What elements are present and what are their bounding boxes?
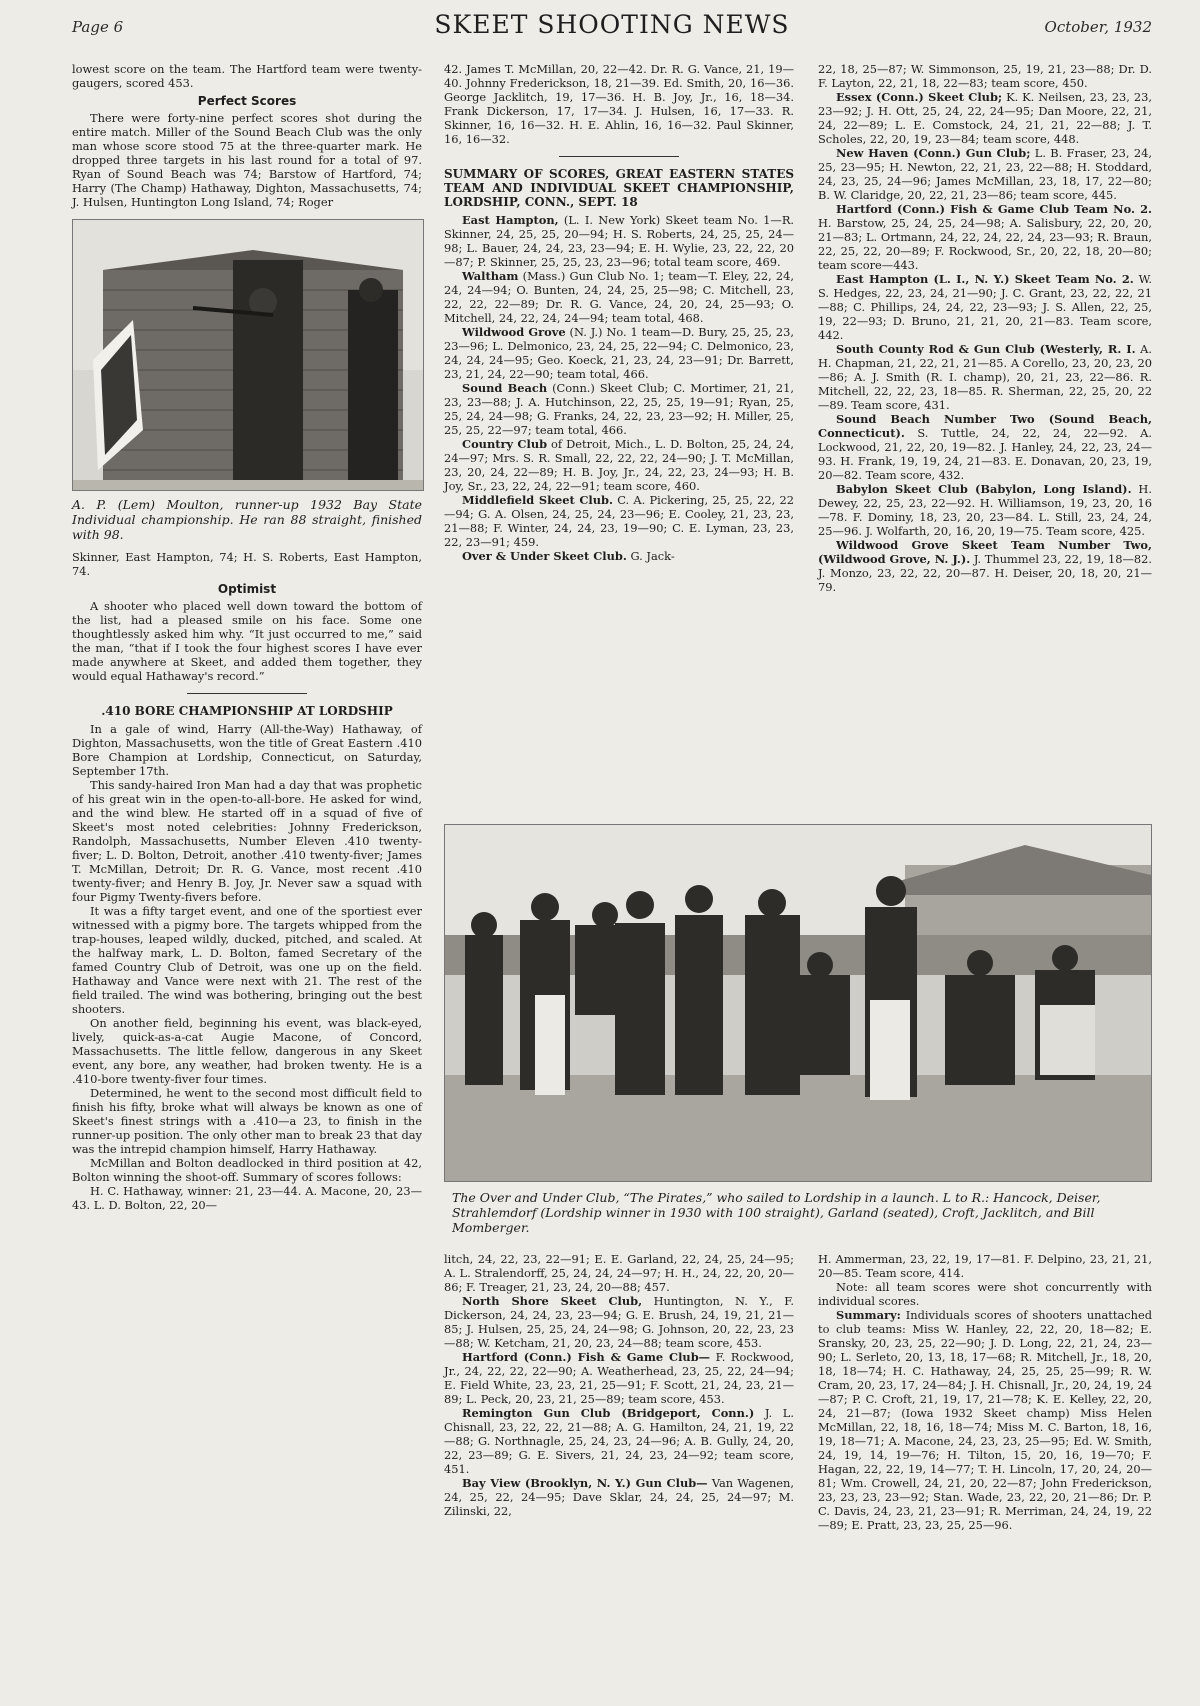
- article-headline-summary: SUMMARY OF SCORES, GREAT EASTERN STATES TEAM AND INDIVIDUAL SKEET CHAMPIONSHIP, LORDSHIP, CONN., SEPT. 18: [444, 167, 794, 209]
- photo-group-of-shooters: [445, 825, 1151, 1181]
- paragraph: This sandy-haired Iron Man had a day that was prophetic of his great win in the open-to-all-bore. He asked for wind, and the wind blew. He started off in a squad of five of Skeet's most noted celebrities: Johnny Frederickson, Randolph, Massachusetts, Number Eleven .410 twenty-fiver; L. D. Bolton, Detroit, another .410 twenty-fiver; James T. McMillan, Detroit; Dr. R. G. Vance, most recent .410 twenty-fiver; and Henry B. Joy, Jr. Never saw a squad with four Pigmy Twenty-fivers before.: [72, 778, 422, 904]
- score-entry: South County Rod & Gun Club (Westerly, R. I. A. H. Chapman, 21, 22, 21, 21—85. A Corello, 23, 20, 23, 20—86; A. J. Smith (R. I. champ), 20, 21, 23, 22—86. R. Mitchell, 22, 22, 23, 18—85. R. Sherman, 22, 25, 20, 22—89. Team score, 431.: [818, 342, 1152, 412]
- score-entry: Waltham (Mass.) Gun Club No. 1; team—T. Eley, 22, 24, 24, 24—94; O. Bunten, 24, 24, 25, 25—98; C. Mitchell, 23, 22, 22, 22—89; Dr. R. G. Vance, 24, 20, 24, 25—93; O. Mitchell, 24, 22, 24, 24—94; team total, 468.: [444, 269, 794, 325]
- photo-shooter-at-trap-house: [73, 220, 423, 490]
- paragraph: It was a fifty target event, and one of the sportiest ever witnessed with a pigmy bore. The targets whipped from the trap-houses, leaped wildly, ducked, pitched, and scaled. At the halfway mark, L. D. Bolton, famed Secretary of the famed Country Club of Detroit, was one up on the field. Hathaway and Vance were next with 21. The rest of the field trailed. The wind was bothering, bringing out the best shooters.: [72, 904, 422, 1016]
- paragraph: There were forty-nine perfect scores shot during the entire match. Miller of the Sound Beach Club was the only man whose score stood 75 at the three-quarter mark. He dropped three targets in his last round for a total of 97. Ryan of Sound Beach was 74; Barstow of Hartford, 74; Harry (The Champ) Hathaway, Dighton, Massachusetts, 74; J. Hulsen, Huntington Long Island, 74; Roger: [72, 111, 422, 209]
- photo-moulton: [72, 219, 424, 491]
- paragraph: H. C. Hathaway, winner: 21, 23—44. A. Macone, 20, 23—43. L. D. Bolton, 22, 20—: [72, 1184, 422, 1212]
- photo-caption-moulton: A. P. (Lem) Moulton, runner-up 1932 Bay State Individual championship. He ran 88 straight, finished with 98.: [72, 497, 422, 542]
- page-number: Page 6: [72, 18, 124, 36]
- score-entry: Over & Under Skeet Club. G. Jack-: [462, 549, 675, 563]
- score-entry: East Hampton, (L. I. New York) Skeet team No. 1—R. Skinner, 24, 25, 25, 20—94; H. S. Roberts, 24, 25, 25, 24—98; L. Bauer, 24, 24, 23, 23—94; E. H. Wylie, 23, 22, 22, 20—87; P. Skinner, 25, 25, 23, 23—96; total team score, 469.: [444, 213, 795, 269]
- column-3: [818, 62, 1152, 594]
- score-entry: Essex (Conn.) Skeet Club; K. K. Neilsen, 23, 23, 23, 23—92; J. H. Ott, 25, 24, 22, 24—95; Dan Moore, 22, 21, 24, 22—89; L. E. Comstock, 24, 21, 21, 22—88; J. T. Scholes, 22, 20, 19, 23—84; team score, 448.: [818, 90, 1152, 146]
- paragraph: In a gale of wind, Harry (All-the-Way) Hathaway, of Dighton, Massachusetts, won the title of Great Eastern .410 Bore Champion at Lordship, Connecticut, on Saturday, September 17th.: [72, 722, 422, 778]
- score-entry: Country Club of Detroit, Mich., L. D. Bolton, 25, 24, 24, 24—97; Mrs. S. R. Small, 22, 22, 22, 24—90; J. T. McMillan, 23, 20, 24, 22—89; H. B. Joy, Jr., 24, 22, 23, 24—93; H. B. Joy, Sr., 23, 22, 24, 22—91; team score, 460.: [444, 437, 794, 493]
- paragraph: Note: all team scores were shot concurrently with individual scores.: [818, 1280, 1152, 1308]
- paragraph: litch, 24, 22, 23, 22—91; E. E. Garland, 22, 24, 25, 24—95; A. L. Stralendorff, 25, 24, 24, 24—97; H. H., 24, 22, 20, 20—86; F. Treager, 21, 23, 24, 20—88; 457.: [444, 1252, 794, 1294]
- score-entry: Hartford (Conn.) Fish & Game Club Team No. 2. H. Barstow, 25, 24, 25, 24—98; A. Salisbury, 22, 20, 20, 21—83; L. Ortmann, 24, 22, 24, 22, 24, 23—93; R. Braun, 22, 25, 22, 20—89; F. Rockwood, Sr., 20, 22, 18, 20—80; team score—443.: [818, 202, 1152, 272]
- column-4: [444, 1252, 794, 1518]
- score-entry: Summary: Individuals scores of shooters unattached to club teams: Miss W. Hanley, 22, 22, 20, 18—82; E. Sransky, 20, 23, 25, 22—90; J. D. Long, 22, 21, 24, 23—90; L. Serleto, 20, 13, 18, 17—68; R. Mitchell, Jr., 18, 20, 18, 18—74; H. C. Hathaway, 24, 25, 25, 25—99; R. W. Cram, 20, 23, 17, 24—84; J. H. Chisnall, Jr., 20, 24, 19, 24—87; P. C. Croft, 21, 19, 17, 21—78; K. E. Kelley, 22, 20, 24, 21—87; (Iowa 1932 Skeet champ) Miss Helen McMillan, 22, 18, 16, 18—74; Miss M. C. Barton, 18, 16, 19, 18—71; A. Macone, 24, 23, 23, 25—95; Ed. W. Smith, 24, 19, 14, 19—76; H. Tilton, 15, 20, 16, 19—70; F. Hagan, 22, 22, 19, 14—77; T. H. Lincoln, 17, 20, 24, 20—81; Wm. Crowell, 24, 21, 20, 22—87; John Frederickson, 23, 23, 23, 23—92; Stan. Wade, 23, 22, 20, 21—86; Dr. P. C. Davis, 24, 23, 21, 23—91; R. Merriman, 24, 24, 19, 22—89; E. Pratt, 23, 23, 25, 25—96.: [818, 1308, 1152, 1532]
- photo-caption-over-and-under: The Over and Under Club, “The Pirates,” who sailed to Lordship in a launch. L to R.: Hancock, Deiser, Strahlemdorf (Lordship winner in 1930 with 100 straight), Garland (seated), Croft, Jacklitch, and Bill Momberger.: [452, 1190, 1101, 1235]
- article-headline-410-bore: .410 BORE CHAMPIONSHIP AT LORDSHIP: [101, 704, 393, 718]
- paragraph: 42. James T. McMillan, 20, 22—42. Dr. R. G. Vance, 21, 19—40. Johnny Frederickson, 18, 21—39. Ed. Smith, 20, 16—36. George Jacklitch, 19, 17—36. H. B. Joy, Jr., 16, 18—34. Frank Dickerson, 17, 17—34. J. Hulsen, 16, 17—33. R. Skinner, 16, 16—32. H. E. Ahlin, 16, 16—32. Paul Skinner, 16, 16—32.: [444, 62, 794, 146]
- paragraph: Skinner, East Hampton, 74; H. S. Roberts, East Hampton, 74.: [72, 550, 422, 578]
- paragraph: Determined, he went to the second most difficult field to finish his fifty, broke what will always be known as one of Skeet's finest strings with a .410—a 23, to finish in the runner-up position. The only other man to break 23 that day was the intrepid champion himself, Harry Hathaway.: [72, 1086, 422, 1156]
- score-entry: Remington Gun Club (Bridgeport, Conn.) J. L. Chisnall, 23, 22, 22, 21—88; A. G. Hamilton, 24, 21, 19, 22—88; G. Northnagle, 25, 24, 23, 24—96; A. B. Gully, 24, 20, 22, 23—89; G. E. Sivers, 21, 24, 23, 24—92; team score, 451.: [444, 1406, 794, 1476]
- page-header: [72, 10, 1152, 46]
- score-entry: New Haven (Conn.) Gun Club; L. B. Fraser, 23, 24, 25, 23—95; H. Newton, 22, 21, 23, 22—88; H. Stoddard, 24, 23, 25, 24—96; James McMillan, 23, 18, 17, 22—80; B. W. Claridge, 20, 22, 21, 23—86; team score, 445.: [818, 146, 1152, 202]
- paragraph: McMillan and Bolton deadlocked in third position at 42, Bolton winning the shoot-off. Summary of scores follows:: [72, 1156, 422, 1184]
- score-entry: Wildwood Grove Skeet Team Number Two, (Wildwood Grove, N. J.). J. Thummel 23, 22, 19, 18—82. J. Monzo, 23, 22, 22, 20—87. H. Deiser, 20, 18, 20, 21—79.: [818, 538, 1152, 594]
- column-2: [444, 62, 794, 563]
- paragraph: 22, 18, 25—87; W. Simmonson, 25, 19, 21, 23—88; Dr. D. F. Layton, 22, 21, 18, 22—83; team score, 450.: [818, 62, 1152, 90]
- photo-over-and-under-club: [444, 824, 1152, 1182]
- score-entry: East Hampton (L. I., N. Y.) Skeet Team No. 2. W. S. Hedges, 22, 23, 24, 21—90; J. C. Grant, 23, 22, 22, 21—88; C. Phillips, 24, 24, 22, 23—93; J. S. Allen, 22, 25, 19, 22—93; D. Bruno, 21, 21, 20, 21—83. Team score, 442.: [818, 272, 1153, 342]
- score-entry: Middlefield Skeet Club. C. A. Pickering, 25, 25, 22, 22—94; G. A. Olsen, 24, 25, 24, 23—96; E. Cooley, 21, 23, 23, 21—88; F. Winter, 24, 24, 23, 19—90; C. E. Lyman, 23, 23, 22, 23—91; 459.: [444, 493, 794, 549]
- score-entry: Bay View (Brooklyn, N. Y.) Gun Club— Van Wagenen, 24, 25, 22, 24—95; Dave Sklar, 24, 24, 25, 24—97; M. Zilinski, 22,: [444, 1476, 794, 1518]
- section-divider: [559, 156, 679, 157]
- score-entry: Sound Beach Number Two (Sound Beach, Connecticut). S. Tuttle, 24, 22, 24, 22—92. A. Lockwood, 21, 22, 20, 19—82. J. Hanley, 24, 22, 23, 24—93. H. Frank, 19, 19, 24, 21—83. E. Donavan, 20, 23, 19, 20—82. Team score, 432.: [818, 412, 1152, 482]
- section-heading-perfect-scores: Perfect Scores: [197, 94, 297, 108]
- publication-title: SKEET SHOOTING NEWS: [434, 10, 790, 39]
- paragraph: lowest score on the team. The Hartford team were twenty-gaugers, scored 453.: [72, 62, 422, 90]
- section-heading-optimist: Optimist: [217, 582, 277, 596]
- score-entry: North Shore Skeet Club, Huntington, N. Y., F. Dickerson, 24, 24, 23, 23—94; G. E. Brush, 24, 19, 21, 21—85; J. Hulsen, 25, 25, 24, 24—98; G. Johnson, 20, 22, 23, 23—88; W. Ketcham, 21, 20, 23, 24—88; team score, 453.: [444, 1294, 794, 1350]
- score-entry: Wildwood Grove (N. J.) No. 1 team—D. Bury, 25, 25, 23, 23—96; L. Delmonico, 23, 24, 25, 22—94; C. Delmonico, 23, 24, 24, 24—95; Geo. Koeck, 21, 23, 24, 23—91; Dr. Barrett, 23, 21, 24, 22—90; team total, 466.: [444, 325, 794, 381]
- paragraph: A shooter who placed well down toward the bottom of the list, had a pleased smile on his face. Some one thoughtlessly asked him why. “It just occurred to me,” said the man, “that if I took the four highest scores I have ever made anywhere at Skeet, and added them together, they would equal Hathaway's record.”: [72, 599, 422, 683]
- paragraph: H. Ammerman, 23, 22, 19, 17—81. F. Delpino, 23, 21, 21, 20—85. Team score, 414.: [818, 1252, 1152, 1280]
- issue-date: October, 1932: [1044, 18, 1152, 36]
- column-5: [818, 1252, 1152, 1532]
- score-entry: Hartford (Conn.) Fish & Game Club— F. Rockwood, Jr., 24, 22, 22, 22—90; A. Weatherhead, 23, 25, 22, 24—94; E. Field White, 23, 23, 21, 25—91; F. Scott, 21, 24, 23, 21—89; L. Peck, 20, 23, 21, 25—89; team score, 453.: [444, 1350, 794, 1406]
- paragraph: On another field, beginning his event, was black-eyed, lively, quick-as-a-cat Augie Macone, of Concord, Massachusetts. The little fellow, dangerous in any Skeet event, any bore, any weather, had broken twenty. He is a .410-bore twenty-fiver four times.: [72, 1016, 422, 1086]
- section-divider: [187, 693, 307, 694]
- column-1: [72, 62, 422, 1212]
- score-entry: Sound Beach (Conn.) Skeet Club; C. Mortimer, 21, 21, 23, 23—88; J. A. Hutchinson, 22, 25, 25, 19—91; Ryan, 25, 25, 24, 24—98; G. Franks, 24, 22, 23, 23—92; H. Miller, 25, 25, 25, 22—97; team total, 466.: [444, 381, 794, 437]
- score-entry: Babylon Skeet Club (Babylon, Long Island). H. Dewey, 22, 25, 23, 22—92. H. Williamson, 19, 23, 20, 16—78. F. Dominy, 18, 23, 20, 23—84. L. Still, 23, 24, 24, 25—96. J. Wolfarth, 20, 16, 20, 19—75. Team score, 425.: [818, 482, 1152, 538]
